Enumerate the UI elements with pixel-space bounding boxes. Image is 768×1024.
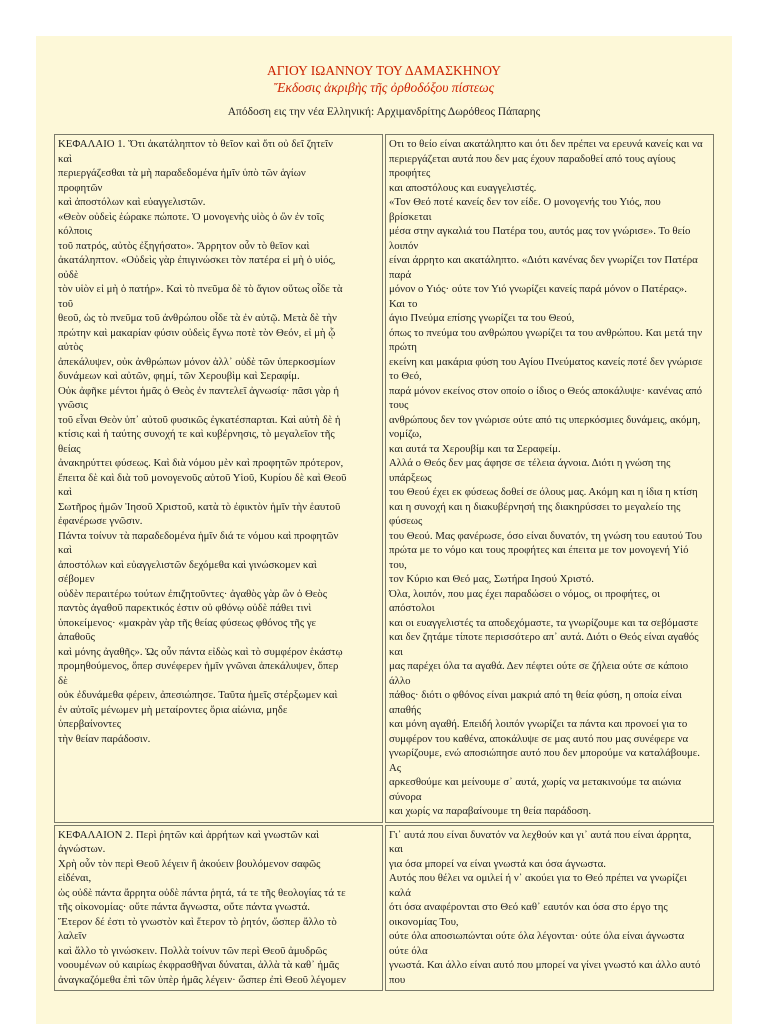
- document-subtitle: Ἔκδοσις ἀκριβὴς τῆς ὀρθοδόξου πίστεως: [273, 80, 495, 95]
- text-line: απαθής: [389, 703, 421, 716]
- text-line: Ας: [389, 761, 402, 774]
- text-line: πρώτα με το νόμο και τους προφήτες και έπειτα με τον μονογενή Υἱό: [389, 544, 689, 556]
- text-line: και μόνη αγαθή. Επειδή λοιπόν γνωρίζει τα πάντα και προνοεί για το: [389, 718, 688, 730]
- text-line: ὡς οὐδὲ πάντα ἄρρητα οὐδὲ πάντα ῥητά, τά τε τῆς θεολογίας τά τε: [58, 886, 346, 899]
- text-line: ἀποστόλων καὶ εὐαγγελιστῶν δεχόμεθα καὶ γινώσκομεν καὶ: [58, 558, 317, 571]
- text-line: παντὸς ἀγαθοῦ παρεκτικός ἐστιν οὐ φθόνῳ οὐδὲ πάθει τινὶ: [58, 602, 312, 614]
- text-line: φύσεως: [389, 515, 423, 527]
- text-line: υπάρξεως: [389, 471, 432, 484]
- text-line: και χωρίς να παραβαίνουμε τη θεία παράδοση.: [389, 805, 592, 817]
- text-line: παρά: [389, 268, 412, 281]
- text-line: καὶ: [58, 486, 72, 498]
- text-line: άγιο Πνεύμα επίσης γνωρίζει τα του Θεού,: [389, 312, 575, 324]
- text-line: ἐφανέρωσε γνῶσιν.: [58, 515, 143, 527]
- text-line: και οι ευαγγελιστές τα αποδεχόμαστε, τα γνωρίζουμε και τα σεβόμαστε: [389, 616, 699, 629]
- text-line: και η συνοχή και η διακυβέρνησή της διακηρύσσει το μεγαλείο της: [389, 500, 681, 513]
- translation-text-cell: [385, 825, 714, 992]
- text-line: Χρὴ οὖν τὸν περὶ Θεοῦ λέγειν ἢ ἀκούειν βουλόμενον σαφῶς: [58, 857, 321, 870]
- text-line: μόνον ο Υιός· ούτε τον Υιό γνωρίζει κανείς παρά μόνον ο Πατέρας».: [389, 283, 687, 295]
- text-line: καὶ: [58, 152, 72, 165]
- text-line: ἀπεκάλυψεν, οὐκ ἀνθρώπων μόνον ἀλλ᾽ οὐδὲ τῶν ὑπερκοσμίων: [58, 355, 336, 368]
- text-line: τὸν υἱὸν εἰ μὴ ὁ πατήρ». Καὶ τὸ πνεῦμα δὲ τὸ ἅγιον οὕτως οἶδε τὰ: [58, 283, 343, 295]
- text-line: εκείνη και μακάρια φύση του Αγίου Πνεύματος κανείς ποτέ δεν γνώρισε: [389, 355, 703, 368]
- text-line: τοῦ: [58, 297, 74, 310]
- text-line: απόστολοι: [389, 602, 435, 614]
- text-line: ἀκατάληπτον. «Οὐδεὶς γὰρ ἐπιγινώσκει τὸν πατέρα εἰ μὴ ὁ υἱός,: [58, 254, 336, 266]
- text-line: «Θεὸν οὐδεὶς ἑώρακε πώποτε. Ὁ μονογενὴς υἱὸς ὁ ὢν ἐν τοῖς: [58, 210, 324, 223]
- translator-credit: Απόδοση εις την νέα Ελληνική: Αρχιμανδρίτης Δωρόθεος Πάπαρης: [227, 106, 541, 118]
- text-line: ἀγνώστων.: [58, 843, 106, 855]
- text-line: «Τον Θεό ποτέ κανείς δεν τον είδε. Ο μονογενής του Υιός, που: [389, 196, 661, 208]
- text-line: συμφέρον του καθένα, αποκάλυψε σε μας αυτό που μας συνέφερε να: [389, 732, 689, 745]
- text-line: Αλλά ο Θεός δεν μας άφησε σε τέλεια άγνοια. Διότι η γνώση της: [389, 457, 671, 469]
- text-line: του,: [389, 558, 407, 571]
- text-line: και αποστόλους και ευαγγελιστές.: [389, 181, 537, 194]
- text-line: δυνάμεων καὶ αὐτῶν, φημί, τῶν Χερουβὶμ καὶ Σεραφίμ.: [58, 370, 300, 382]
- chapter-row: [54, 134, 714, 823]
- text-line: όπως το πνεύμα του ανθρώπου γνωρίζει τα του ανθρώπου. Και μετά την: [389, 326, 703, 339]
- text-line: ἐν αὐτοῖς μένωμεν μὴ μεταίροντες ὅρια αἰώνια, μηδε: [58, 703, 288, 716]
- text-line: περιεργάζεσθαι τὰ μὴ παραδεδομένα ἡμῖν ὑπὸ τῶν ἁγίων: [58, 167, 306, 179]
- text-line: νομίζω,: [389, 428, 422, 440]
- text-line: τὴν θείαν παράδοσιν.: [58, 732, 151, 745]
- text-line: νοουμένων οὐ καιρίως ἐκφρασθῆναι δύναται, ἀλλὰ τὰ καθ᾽ ἡμᾶς: [58, 959, 339, 971]
- document-title: ΑΓΙΟΥ ΙΩΑΝΝΟΥ ΤΟΥ ΔΑΜΑΣΚΗΝΟΥ: [266, 63, 502, 78]
- text-line: πάθος· διότι ο φθόνος είναι μακριά από τη θεία φύση, η οποία είναι: [389, 689, 682, 701]
- text-line: άλλο: [389, 674, 411, 687]
- text-line: ανθρώπους δεν τον γνώρισε ούτε από τις υπερκόσμιες δυνάμεις, ακόμη,: [389, 413, 701, 426]
- text-line: Γι᾽ αυτά που είναι δυνατόν να λεχθούν και γι᾽ αυτά που είναι άρρητα,: [389, 828, 692, 841]
- text-line: Όλα, λοιπόν, που μας έχει παραδώσει ο νόμος, οι προφήτες, οι: [389, 587, 661, 600]
- text-line: σέβομεν: [58, 573, 95, 585]
- text-line: καὶ: [58, 544, 72, 556]
- text-line: κόλποις: [58, 225, 92, 237]
- text-line: πρώτην καὶ μακαρίαν φύσιν οὐδεὶς ἔγνω ποτὲ τὸν Θεόν, εἰ μὴ ᾧ: [58, 326, 336, 339]
- text-line: ούτε όλα: [389, 944, 428, 957]
- text-line: ούτε όλα αποσιωπώνται ούτε όλα λέγονται· ούτε όλα είναι άγνωστα: [389, 930, 685, 942]
- text-line: Οτι το θείο είναι ακατάληπτο και ότι δεν πρέπει να ερευνά κανείς και να: [389, 138, 703, 150]
- text-line: ἔπειτα δὲ καὶ διὰ τοῦ μονογενοῦς αὐτοῦ Υἱοῦ, Κυρίου δὲ καὶ Θεοῦ: [58, 471, 347, 484]
- text-line: ότι όσα αναφέρονται στο Θεό καθ᾽ εαυτόν και όσα στο έργο της: [389, 901, 668, 913]
- text-line: καλά: [389, 886, 411, 899]
- text-line: και: [389, 645, 403, 658]
- text-line: σύνορα: [389, 790, 422, 803]
- text-line: Και το: [389, 297, 418, 310]
- text-line: γνῶσις: [58, 399, 88, 411]
- text-line: προφητῶν: [58, 181, 103, 194]
- text-line: θείας: [58, 442, 81, 455]
- text-line: αρκεσθούμε και μείνουμε σ᾽ αυτά, χωρίς να μετακινούμε τα αιώνια: [389, 776, 682, 788]
- text-line: τοῦ εἶναι Θεὸν ὑπ᾽ αὐτοῦ φυσικῶς ἐγκατέσπαρται. Καὶ αὐτὴ δὲ ἡ: [58, 413, 341, 426]
- original-text-cell: [54, 825, 383, 992]
- text-line: Σωτῆρος ἡμῶν Ἰησοῦ Χριστοῦ, κατὰ τὸ ἐφικτὸν ἡμῖν τὴν ἑαυτοῦ: [58, 500, 341, 513]
- text-line: Ἕτερον δέ ἐστι τὸ γνωστὸν καὶ ἕτερον τὸ ῥητόν, ὥσπερ ἄλλο τὸ: [58, 915, 337, 928]
- text-line: προμηθούμενος, ὅπερ συνέφερεν ἡμῖν γνῶναι ἀπεκάλυψεν, ὅπερ: [58, 660, 339, 672]
- translation-text-cell: [385, 134, 714, 823]
- text-line: του Θεού. Μας φανέρωσε, όσο είναι δυνατόν, τη γνώση του εαυτού Του: [389, 529, 703, 542]
- text-line: αὐτὸς: [58, 341, 84, 353]
- text-line: κτίσις καὶ ἡ ταύτης συνοχή τε καὶ κυβέρνησις, τὸ μεγαλεῖον τῆς: [58, 428, 335, 440]
- text-line: γνωρίζουμε, ενώ αποσιώπησε αυτό που δεν μπορούμε να καταλάβουμε.: [389, 747, 701, 759]
- text-line: δὲ: [58, 674, 68, 687]
- text-line: τους: [389, 399, 409, 411]
- text-line: εἰδέναι,: [58, 872, 92, 884]
- text-line: ΚΕΦΑΛΑΙΟΝ 2. Περὶ ῥητῶν καὶ ἀρρήτων καὶ γνωστῶν καὶ: [58, 828, 320, 841]
- text-line: προφήτες: [389, 167, 431, 179]
- text-line: το Θεό,: [389, 370, 422, 382]
- text-line: τῆς οἰκονομίας· οὔτε πάντα ἄγνωστα, οὔτε πάντα γνωστά.: [58, 901, 310, 913]
- text-line: τοῦ πατρός, αὐτὸς ἐξηγήσατο». Ἄρρητον οὖν τὸ θεῖον καὶ: [58, 239, 310, 252]
- text-line: και: [389, 843, 403, 855]
- text-line: γνωστά. Και άλλο είναι αυτό που μπορεί να γίνει γνωστό και άλλο αυτό: [389, 959, 701, 971]
- text-line: οὐδὲ: [58, 268, 79, 281]
- text-line: Πάντα τοίνυν τὰ παραδεδομένα ἡμῖν διά τε νόμου καὶ προφητῶν: [58, 529, 339, 542]
- text-line: οὐκ ἐδυνάμεθα φέρειν, ἀπεσιώπησε. Ταῦτα ἡμεῖς στέρξωμεν καὶ: [58, 689, 338, 701]
- text-line: λαλεῖν: [58, 930, 87, 942]
- text-line: τον Κύριο και Θεό μας, Σωτήρα Ιησού Χριστό.: [389, 573, 594, 585]
- text-line: και δεν ζητάμε τίποτε περισσότερο απ᾽ αυτά. Διότι ο Θεός είναι αγαθός: [389, 631, 699, 643]
- text-line: για όσα μπορεί να είναι γνωστά και όσα άγνωστα.: [389, 857, 606, 870]
- text-line: ὑποκείμενος· «μακρὰν γὰρ τῆς θείας φύσεως φθόνος τῆς γε: [58, 616, 317, 629]
- text-line: ἀναγκαζόμεθα ἐπὶ τῶν ὑπὲρ ἡμᾶς λέγειν· ὥσπερ ἐπὶ Θεοῦ λέγομεν: [58, 973, 346, 986]
- text-line: οὐδὲν περαιτέρω τούτων ἐπιζητοῦντες· ἀγαθὸς γὰρ ὢν ὁ Θεὸς: [58, 587, 327, 600]
- document-page: [36, 36, 732, 1024]
- text-line: πρώτη: [389, 341, 417, 353]
- text-line: οικονομίας Του,: [389, 915, 459, 928]
- original-text-cell: [54, 134, 383, 823]
- chapter-row: [54, 825, 714, 992]
- text-line: ἀνακηρύττει φύσεως. Καὶ διὰ νόμου μὲν καὶ προφητῶν πρότερον,: [58, 457, 344, 469]
- text-line: καὶ μόνης ἀγαθῆς». Ὡς οὖν πάντα εἰδὼς καὶ τὸ συμφέρον ἑκάστῳ: [58, 645, 343, 658]
- parallel-text-table: [52, 132, 716, 993]
- text-line: καὶ ἄλλο τὸ γινώσκειν. Πολλὰ τοίνυν τῶν περὶ Θεοῦ ἀμυδρῶς: [58, 944, 327, 957]
- text-line: Αυτός που θέλει να ομιλεί ή ν᾽ ακούει για το Θεό πρέπει να γνωρίζει: [389, 872, 687, 884]
- text-line: περιεργάζεται αυτά που δεν μας έχουν παραδοθεί από τους αγίους: [389, 152, 676, 165]
- text-line: καὶ ἀποστόλων καὶ εὐαγγελιστῶν.: [58, 196, 206, 208]
- text-line: του Θεού έχει εκ φύσεως δοθεί σε όλους μας. Ακόμη και η ίδια η κτίση: [389, 486, 698, 498]
- text-line: και αυτά τα Χερουβίμ και τα Σεραφείμ.: [389, 442, 561, 455]
- text-line: θεοῦ, ὡς τὸ πνεῦμα τοῦ ἀνθρώπου οἶδε τὰ ἐν αὐτῷ. Μετὰ δὲ τὴν: [58, 312, 337, 324]
- text-line: βρίσκεται: [389, 210, 432, 223]
- text-line: ὑπερβαίνοντες: [58, 718, 122, 730]
- text-line: μας παρέχει όλα τα αγαθά. Δεν πέφτει ούτε σε ζήλεια ούτε σε κάποιο: [389, 660, 689, 672]
- text-line: ἀπαθοῦς: [58, 631, 95, 643]
- text-line: Οὐκ ἀφῆκε μέντοι ἡμᾶς ὁ Θεὸς ἐν παντελεῖ ἀγνωσίᾳ· πᾶσι γὰρ ἡ: [58, 384, 340, 397]
- text-line: είναι άρρητο και ακατάληπτο. «Διότι κανένας δεν γνωρίζει τον Πατέρα: [389, 254, 698, 266]
- text-line: μέσα στην αγκαλιά του Πατέρα του, αυτός μας τον γνώρισε». Το θείο: [389, 225, 691, 237]
- text-line: ΚΕΦΑΛΑΙΟ 1. Ὅτι ἀκατάληπτον τὸ θεῖον καὶ ὅτι οὐ δεῖ ζητεῖν: [58, 138, 333, 150]
- text-line: που: [389, 973, 406, 986]
- text-line: παρά μόνον εκείνος στον οποίο ο ίδιος ο Θεός αποκάλυψε· κανένας από: [389, 384, 703, 397]
- text-line: λοιπόν: [389, 239, 419, 252]
